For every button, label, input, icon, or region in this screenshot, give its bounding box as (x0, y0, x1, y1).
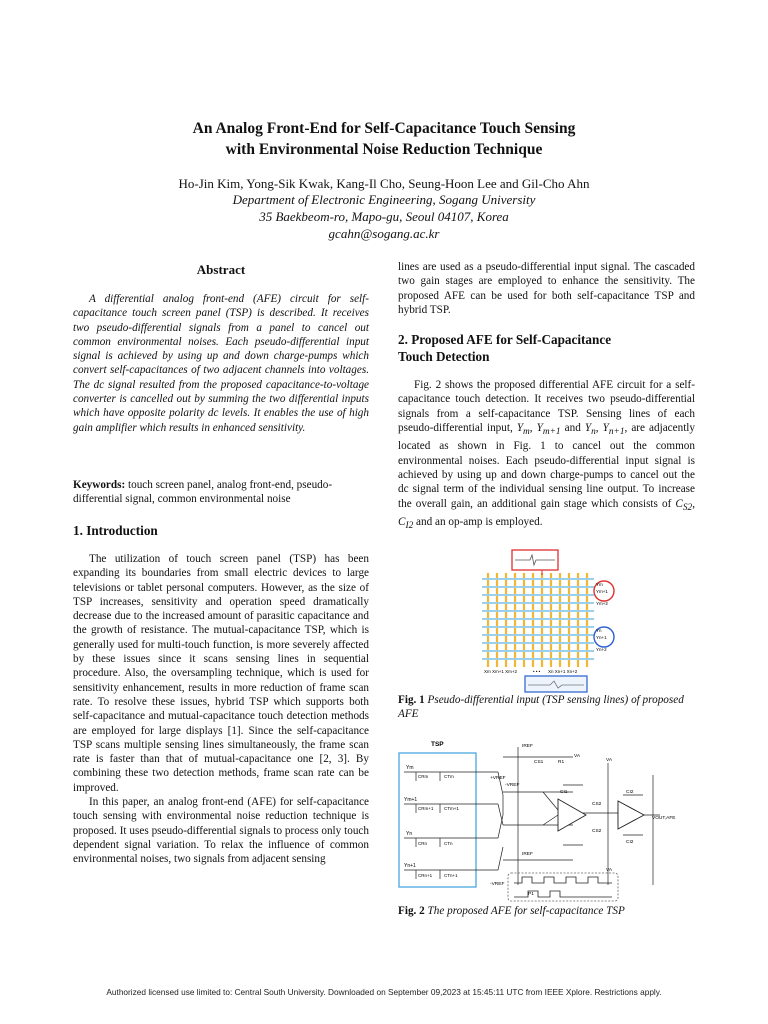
intro-paragraph-1: The utilization of touch screen panel (TSP) has been expanding its boundaries from small electric devices to large televisions or tablet personal computers. However, as the size of TSP increases, sensitivity and operation speed dramatically decrease due to the increased amount of parasitic capacitance and the growth of resistance. The mutual-capacitance TSP, which is generally used for multi-touch function, is more severely affected by these issues since it scans sensing lines in sequential procedure. Also, the oversampling technique, which is used for sensitivity enhancement, results in more reduction of frame scan rate. To resolve these issues, hybrid TSP which supports both self-capacitance and mutual-capacitance touch detection methods are employed for large displays [1]. Since the self-capacitance TSP scans multiple sensing lines simultaneously, the frame scan rate is faster than that of mutual-capacitance one [2, 3]. By combining these two detection methods, frame scan rate can be improved. (73, 553, 369, 794)
svg-text:CTn+1: CTn+1 (444, 873, 458, 878)
svg-text:CS1: CS1 (534, 760, 544, 765)
svg-text:CI2: CI2 (626, 790, 634, 795)
fig1-label-ym2: Ym+2 (596, 601, 608, 606)
fig1-label-ym1: Ym+1 (596, 589, 608, 594)
fig2-tsp-label: TSP (431, 741, 444, 748)
svg-text:VA: VA (606, 868, 613, 873)
section2-heading-line1 (398, 331, 695, 348)
fig1-label-yn2: Yn+2 (596, 647, 607, 652)
fig2-opamp-1 (558, 799, 586, 831)
svg-text:VA: VA (574, 754, 581, 759)
fig1-caption-text: Pseudo-differential input (TSP sensing lines) of proposed AFE (398, 694, 684, 721)
svg-text:Yn: Yn (406, 831, 413, 837)
svg-text:CRn+1: CRn+1 (418, 873, 433, 878)
title-line-1: An Analog Front-End for Self-Capacitance Touch Sensing (192, 120, 576, 137)
svg-text:CS2: CS2 (592, 802, 602, 807)
keywords-text: touch screen panel, analog front-end, pseudo-differential signal, common environmental noise (73, 479, 333, 506)
svg-text:IREF: IREF (522, 744, 533, 749)
svg-text:-VREF: -VREF (490, 882, 505, 887)
svg-text:VA: VA (606, 758, 613, 763)
svg-text:IREF: IREF (522, 852, 533, 857)
figure-2 (398, 735, 698, 903)
email: gcahn@sogang.ac.kr (328, 226, 440, 241)
title-line-2: with Environmental Noise Reduction Technique (225, 141, 543, 158)
fig1-label-ym: Ym (596, 582, 603, 587)
intro-text (73, 552, 369, 867)
section2-heading-line2: Touch Detection (398, 349, 490, 364)
abstract-heading: Abstract (196, 262, 246, 277)
fig2-caption-text: The proposed AFE for self-capacitance TSP (424, 905, 625, 917)
affiliation (0, 191, 768, 242)
svg-text:CTn: CTn (444, 841, 453, 846)
figure-1 (470, 545, 630, 695)
svg-text:CS2: CS2 (592, 829, 602, 834)
svg-text:P1: P1 (528, 892, 534, 897)
keywords-label: Keywords: (73, 479, 126, 491)
fig1-label-yn: Yn (596, 628, 602, 633)
license-footer: Authorized licensed use limited to: Central South University. Downloaded on September 09,2023 at 15:45:11 UTC from IEEE Xplore. Restrictions apply. (106, 987, 662, 997)
fig1-caption-label: Fig. 1 (398, 694, 425, 706)
section2-paragraph (398, 378, 695, 534)
intro-heading: 1. Introduction (73, 523, 158, 538)
svg-text:Ym: Ym (406, 765, 414, 771)
section2-heading-text: 2. Proposed AFE for Self-Capacitance (398, 332, 612, 347)
section2-heading (398, 331, 695, 365)
svg-text:CI1: CI1 (560, 790, 568, 795)
svg-text:+VREF: +VREF (490, 776, 506, 781)
keywords (73, 478, 369, 507)
svg-text:VOUT,AFE: VOUT,AFE (652, 816, 676, 821)
fig1-xlabels-left: Xm Xm+1 Xm+2 (484, 669, 518, 674)
svg-text:CTm: CTm (444, 774, 454, 779)
svg-text:CI2: CI2 (626, 840, 634, 845)
svg-text:R1: R1 (558, 760, 565, 765)
section2-body: Fig. 2 shows the proposed differential AFE circuit for a self-capacitance touch detection. It receives two pseudo-differential signals from a self-capacitance TSP. Sensing lines of each pseudo-differential input, $Y_m$, $Y_{m+1}$ and $Y_n$, $Y_{n+1}$, are adjacently located as shown in Fig. 1 to cancel out the common environmental noises. Each pseudo-differential input signal is achieved by using up and down charge-pumps to cancel out the dc signal term of the individual sensing line output. To increase the overall gain, an additional gain stage which consists of $C_{S2}$, $C_{I2}$ and an op-amp is employed. (398, 379, 696, 532)
svg-text:Ym+1: Ym+1 (404, 797, 418, 803)
fig2-cap-labels (418, 774, 459, 878)
paper-title (0, 118, 768, 160)
address: 35 Baekbeom-ro, Mapo-gu, Seoul 04107, Korea (259, 209, 509, 224)
svg-text:CRm: CRm (418, 774, 429, 779)
intro-paragraph-2: In this paper, an analog front-end (AFE) for self-capacitance touch sensing with environmental noise reduction technique is proposed. It uses pseudo-differential signals to process only touch dependent signal variation. To relax the influence of common environmental noises, two signals from adjacent sensing (73, 796, 369, 866)
fig1-dots: • • • (533, 669, 541, 674)
fig2-caption-label: Fig. 2 (398, 905, 425, 917)
fig2-y-labels (404, 765, 417, 869)
svg-text:-VREF: -VREF (505, 783, 520, 788)
svg-text:Yn+1: Yn+1 (404, 863, 416, 869)
fig1-caption (398, 693, 695, 722)
abstract-text (73, 292, 369, 435)
fig2-opamp-2 (618, 801, 644, 829)
svg-text:CRn: CRn (418, 841, 428, 846)
authors: Ho-Jin Kim, Yong-Sik Kwak, Kang-Il Cho, Seung-Hoon Lee and Gil-Cho Ahn (178, 176, 590, 191)
fig2-caption (398, 904, 695, 918)
svg-text:CTm+1: CTm+1 (444, 806, 459, 811)
department: Department of Electronic Engineering, Sogang University (232, 192, 536, 207)
right-col-p0: lines are used as a pseudo-differential input signal. The cascaded two gain stages are employed to enhance the sensitivity. The proposed AFE can be used for both self-capacitance TSP and hybrid TSP. (398, 261, 695, 316)
svg-text:CRm+1: CRm+1 (418, 806, 434, 811)
fig1-xlabels-right: Xn Xn+1 Xn+2 (548, 669, 578, 674)
abstract-body: A differential analog front-end (AFE) circuit for self-capacitance touch screen panel (TSP) is described. It receives two pseudo-differential signals from a panel to cancel out common environmental noises. Each pseudo-differential input signal is achieved by using up and down charge-pumps which convert self-capacitances of two adjacent channels into voltages. The dc signal resulted from the proposed capacitance-to-voltage converter is cancelled out by summing the two differential inputs which have opposite polarity dc levels. It enables the use of high gain amplifier which results in enhanced sensitivity. (73, 293, 369, 434)
fig1-label-yn1: Yn+1 (596, 635, 607, 640)
